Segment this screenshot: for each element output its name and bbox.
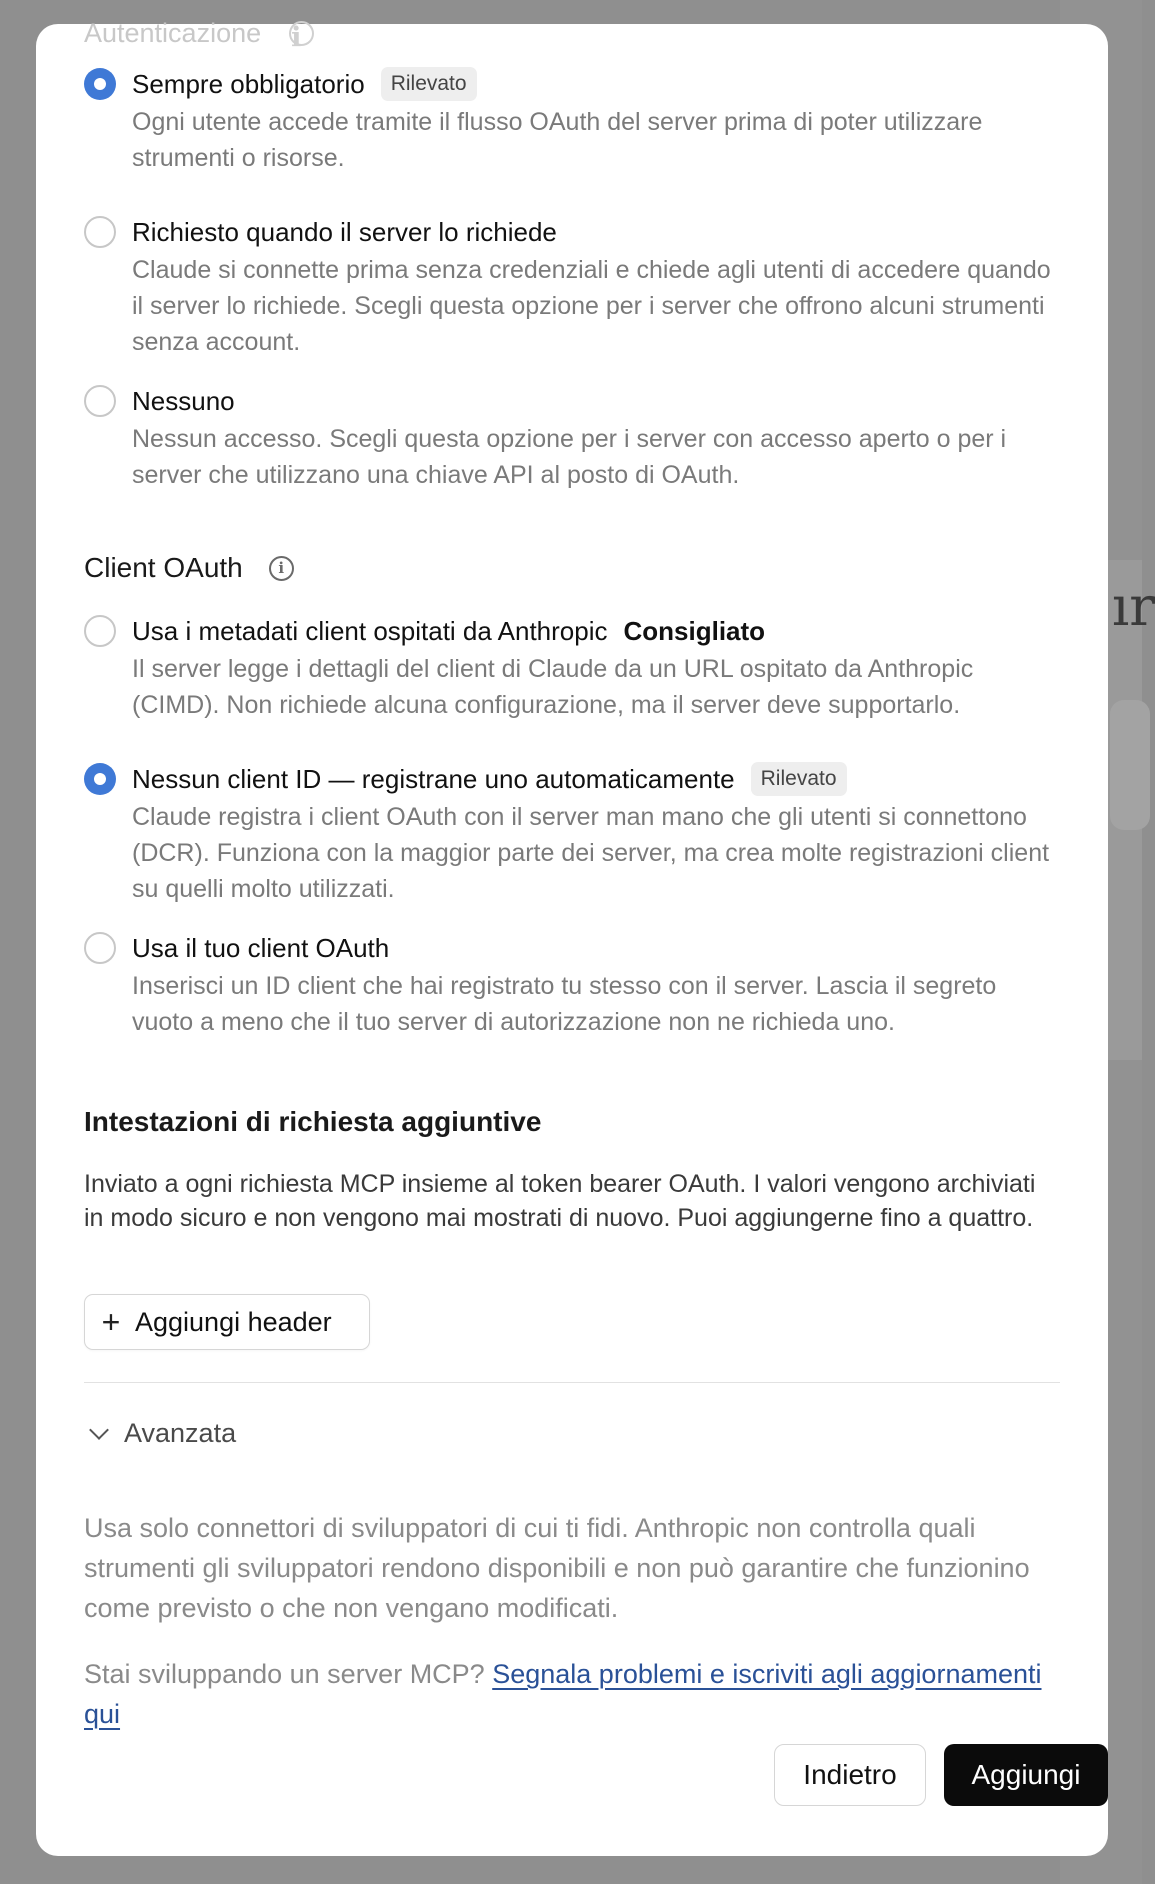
oauth-client-title: Client OAuth: [84, 552, 243, 583]
divider: [84, 1382, 1060, 1383]
chevron-down-icon: [89, 1420, 109, 1440]
developer-note: [84, 1654, 1060, 1734]
recommended-label: Consigliato: [623, 616, 766, 646]
radio-unchecked-icon[interactable]: [84, 385, 116, 417]
option-label: Nessun client ID — registrane uno automaticamente: [132, 764, 735, 794]
option-description: Nessun accesso. Scegli questa opzione per i server con accesso aperto o per i server che utilizzano una chiave API al posto di OAuth.: [132, 425, 1007, 489]
advanced-label: Avanzata: [124, 1418, 237, 1448]
add-header-button[interactable]: [84, 1294, 370, 1350]
add-connector-dialog: [36, 18, 1108, 1856]
advanced-toggle[interactable]: [84, 1418, 236, 1449]
radio-checked-icon[interactable]: [84, 68, 116, 100]
plus-icon: +: [101, 1304, 121, 1340]
auth-section-title: Autenticazione: [84, 18, 262, 48]
background-heading-fragment: ır: [1112, 575, 1155, 638]
trust-warning: Usa solo connettori di sviluppatori di cui ti fidi. Anthropic non controlla quali strumenti gli sviluppatori rendono disponibili e non può garantire che funzionino come previsto o che non vengano modificati.: [84, 1513, 1030, 1623]
option-description: Il server legge i dettagli del client di Claude da un URL ospitato da Anthropic (CIMD). Non richiede alcuna configurazione, ma il server deve supportarlo.: [132, 655, 974, 719]
headers-description: Inviato a ogni richiesta MCP insieme al token bearer OAuth. I valori vengono archiviati in modo sicuro e non vengono mai mostrati di nuovo. Puoi aggiungerne fino a quattro.: [84, 1170, 1036, 1232]
add-button[interactable]: Aggiungi: [944, 1744, 1108, 1806]
option-description: Inserisci un ID client che hai registrato tu stesso con il server. Lascia il segreto vuoto a meno che il tuo server di autorizzazione non ne richieda uno.: [132, 972, 997, 1036]
info-icon[interactable]: i: [289, 21, 314, 46]
radio-unchecked-icon[interactable]: [84, 216, 116, 248]
radio-unchecked-icon[interactable]: [84, 932, 116, 964]
detected-badge: Rilevato: [751, 762, 847, 796]
info-icon[interactable]: i: [269, 556, 294, 581]
option-description: Claude registra i client OAuth con il server man mano che gli utenti si connettono (DCR). Funziona con la maggior parte dei server, ma crea molte registrazioni client su quelli molto utilizzati.: [132, 803, 1050, 903]
radio-unchecked-icon[interactable]: [84, 615, 116, 647]
add-header-label: Aggiungi header: [135, 1306, 332, 1337]
option-label: Nessuno: [132, 386, 235, 416]
option-label: Usa il tuo client OAuth: [132, 933, 390, 963]
auth-section-heading: [84, 18, 314, 53]
option-label: Sempre obbligatorio: [132, 69, 365, 99]
background-card: [1110, 700, 1150, 830]
headers-heading: [84, 1106, 541, 1138]
developer-note-text: Stai sviluppando un server MCP?: [84, 1659, 493, 1689]
option-label: Richiesto quando il server lo richiede: [132, 217, 557, 247]
radio-checked-icon[interactable]: [84, 763, 116, 795]
option-label: Usa i metadati client ospitati da Anthropic: [132, 616, 608, 646]
feedback-link[interactable]: Segnala problemi e iscriviti agli aggiornamenti qui: [84, 1659, 1042, 1729]
option-description: Claude si connette prima senza credenziali e chiede agli utenti di accedere quando il server lo richiede. Scegli questa opzione per i server che offrono alcuni strumenti senza account.: [132, 256, 1051, 356]
headers-title: Intestazioni di richiesta aggiuntive: [84, 1106, 542, 1137]
oauth-client-heading: [84, 552, 294, 584]
back-button[interactable]: Indietro: [774, 1744, 926, 1806]
option-description: Ogni utente accede tramite il flusso OAuth del server prima di poter utilizzare strumenti o risorse.: [132, 108, 983, 172]
detected-badge: Rilevato: [381, 67, 477, 101]
